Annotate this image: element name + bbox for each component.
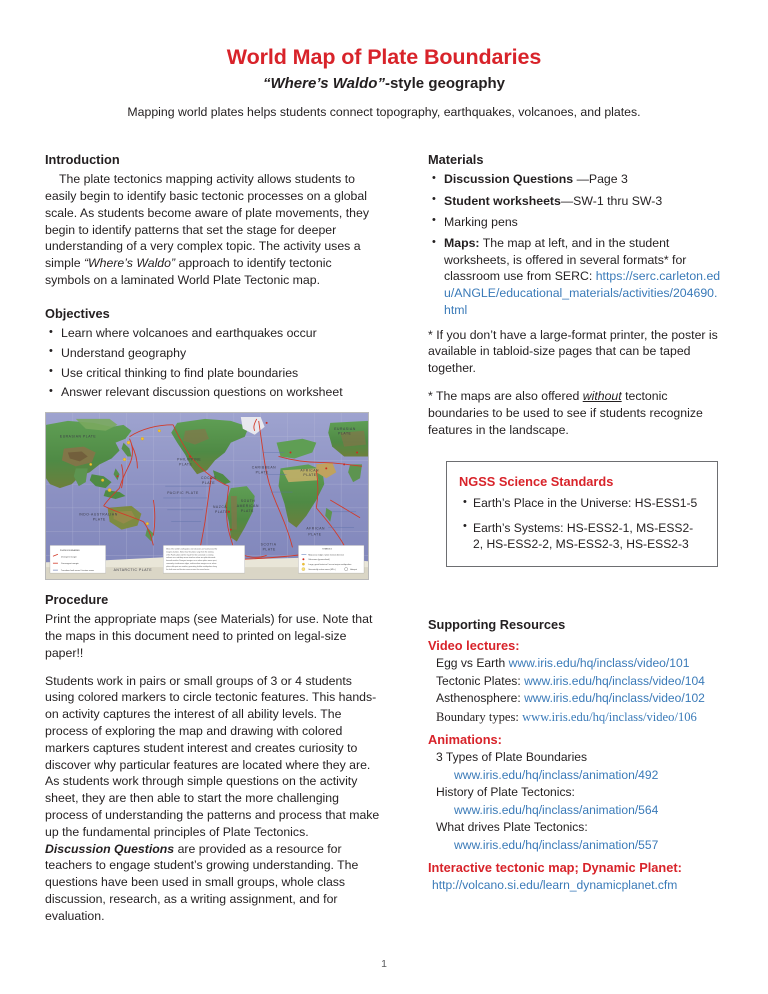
materials-heading: Materials <box>428 152 484 167</box>
svg-text:Mid-ocean ridges / plate motio: Mid-ocean ridges / plate motion direction <box>308 554 344 557</box>
svg-text:PLATE: PLATE <box>308 532 322 537</box>
video-link-102[interactable]: www.iris.edu/hq/inclass/video/102 <box>524 691 705 706</box>
svg-text:Most of the world's earthquake: Most of the world's earthquakes and volcanoes are found around the <box>166 548 218 551</box>
svg-text:of the Pacific plate and the r: of the Pacific plate and the ring of fire that surrounds it, creating <box>166 554 214 557</box>
svg-text:COCOS: COCOS <box>201 476 217 481</box>
svg-text:SOUTH: SOUTH <box>240 498 256 503</box>
procedure-paragraph-2: Students work in pairs or small groups of 3 or 4 students using colored markers to circle tectonic features. This hands-on activity captures the interest of all ability levels. The process of exploring the map and drawing with colored markers captures student interest and creates curiosity to discover why particular features are located where they are. As students work through simple questions on the activity sheet, they are then able to start the more challenging process of understanding the patterns and process that make up the fundamental principles of Plate Tectonics. <box>45 673 380 839</box>
ngss-list <box>459 495 703 552</box>
animation-link-564[interactable]: www.iris.edu/hq/inclass/animation/564 <box>454 802 659 817</box>
resource-line <box>454 802 728 820</box>
svg-text:plates slide past one another,: plates slide past one another, generating shallow earthquakes along <box>166 566 217 569</box>
materials-footnote-1: * If you don’t have a large-format printer, the poster is available in tabloid-size pages that can be taped together. <box>428 327 718 376</box>
page-subtitle <box>0 76 768 93</box>
footnote2-emphasis: without <box>582 388 622 403</box>
svg-text:ANTARCTIC PLATE: ANTARCTIC PLATE <box>113 568 153 573</box>
svg-text:PLATE: PLATE <box>255 470 269 475</box>
list-item: • Understand geography <box>45 345 380 362</box>
resource-label: History of Plate Tectonics: <box>436 785 575 800</box>
procedure-section <box>45 592 380 924</box>
resource-label: Tectonic Plates: <box>436 673 525 688</box>
discussion-questions-label: Discussion Questions <box>45 841 175 856</box>
objectives-heading: Objectives <box>45 305 110 321</box>
resource-line <box>432 877 728 895</box>
svg-text:PLATE: PLATE <box>92 517 106 522</box>
svg-text:PLATE: PLATE <box>303 473 317 478</box>
subtitle-quoted-part: “Where’s Waldo” <box>262 74 385 92</box>
dynamic-planet-link[interactable]: http://volcano.si.edu/learn_dynamicplanet.cfm <box>432 878 678 893</box>
svg-text:PLATE: PLATE <box>202 481 216 486</box>
subtitle-rest-part: -style geography <box>384 74 505 92</box>
svg-text:INDO-AUSTRALIAN: INDO-AUSTRALIAN <box>78 512 118 517</box>
svg-text:Transform fault zones / fractu: Transform fault zones / fracture zones <box>60 570 95 573</box>
svg-text:Hotspot: Hotspot <box>350 569 357 572</box>
svg-text:NAZCA: NAZCA <box>212 504 228 509</box>
procedure-paragraph-3 <box>45 841 380 925</box>
materials-item1-label: Discussion Questions <box>444 172 574 187</box>
introduction-text-part1: The plate tectonics mapping activity allows students to easily begin to identify basic tectonic processes on a global scale. As students become aware of plate movements, they begin to identify patterns that set the stage for deeper understanding of a very complex topic. The activity uses a simple <box>45 172 369 271</box>
svg-text:PLATE BOUNDARIES: PLATE BOUNDARIES <box>59 549 80 552</box>
svg-text:PHILIPPINE: PHILIPPINE <box>177 457 202 462</box>
left-column-upper <box>45 152 380 404</box>
svg-text:beneath another. Divergent mar: beneath another. Divergent margins occur where plates move apart, <box>166 560 217 563</box>
svg-text:EURASIAN PLATE: EURASIAN PLATE <box>59 434 97 439</box>
document-header <box>0 46 768 120</box>
list-item: • Use critical thinking to find plate boundaries <box>45 365 380 382</box>
ngss-standards-box <box>446 461 718 567</box>
animation-link-492[interactable]: www.iris.edu/hq/inclass/animation/492 <box>454 767 659 782</box>
resource-line <box>454 837 728 855</box>
svg-text:Divergent margin: Divergent margin <box>60 556 77 559</box>
supporting-resources-section <box>428 617 728 895</box>
materials-footnote-2 <box>428 388 724 438</box>
svg-text:SYMBOLS: SYMBOLS <box>322 548 332 551</box>
resource-line <box>436 690 728 708</box>
resource-line <box>436 708 728 726</box>
svg-text:AFRICAN: AFRICAN <box>300 468 320 473</box>
resource-line <box>454 767 728 785</box>
materials-item4-label: Maps: <box>444 236 480 250</box>
list-item <box>428 235 724 319</box>
footnote2-part2: tectonic boundaries to be used to see if students recognize features in the landscape. <box>428 388 703 437</box>
resource-label: Asthenosphere: <box>436 691 525 706</box>
resource-label: Boundary types: <box>436 709 523 724</box>
svg-text:PLATE: PLATE <box>338 431 352 436</box>
list-item: • Marking pens <box>428 214 724 231</box>
svg-text:PLATE: PLATE <box>214 509 229 514</box>
procedure-paragraph-3-text: are provided as a resource for teachers to engage student’s growing understanding. The questions have been used in small groups, whole class discussion, research, as a writing assignment, and for evaluation. <box>45 841 359 923</box>
map-legend-text-block <box>163 545 244 573</box>
svg-text:PLATE: PLATE <box>262 547 276 552</box>
svg-text:EURASIAN: EURASIAN <box>334 426 356 431</box>
svg-text:volcanic arcs and deep ocean t: volcanic arcs and deep ocean trenches where one plate descends <box>166 557 216 560</box>
list-item <box>428 193 724 210</box>
right-column-upper <box>428 152 724 438</box>
svg-text:PLATE: PLATE <box>179 462 193 467</box>
materials-item2-label: Student worksheets <box>444 193 561 208</box>
resource-label: 3 Types of Plate Boundaries <box>436 750 588 765</box>
list-item: • Learn where volcanoes and earthquakes occur <box>45 325 380 342</box>
page-tagline: Mapping world plates helps students connect topography, earthquakes, volcanoes, and plates. <box>127 105 641 120</box>
svg-text:the fault zone and fracture zo: the fault zone and fracture zones across the ocean basins. <box>166 569 210 572</box>
procedure-heading: Procedure <box>45 592 109 607</box>
introduction-body <box>45 171 380 288</box>
resource-label: What drives Plate Tectonics: <box>436 820 588 835</box>
footnote2-part1: * The maps are also offered <box>428 388 583 403</box>
materials-item2-value: —SW-1 thru SW-3 <box>560 193 663 208</box>
page-number: 1 <box>381 958 387 970</box>
resource-line <box>436 655 728 673</box>
list-item: • Earth’s Place in the Universe: HS-ESS1-5 <box>459 495 703 511</box>
list-item <box>428 171 724 188</box>
map-graphic <box>46 413 368 579</box>
serc-map-link[interactable]: https://serc.carleton.edu/ANGLE/educational_materials/activities/204690.html <box>444 269 721 317</box>
video-link-104[interactable]: www.iris.edu/hq/inclass/video/104 <box>524 673 705 688</box>
video-link-101[interactable]: www.iris.edu/hq/inclass/video/101 <box>508 656 690 671</box>
map-legend-left <box>50 545 106 573</box>
svg-text:Seismically active zones (M5+): Seismically active zones (M5+) <box>308 569 336 572</box>
svg-text:AFRICAN: AFRICAN <box>306 526 325 531</box>
svg-text:CARIBBEAN: CARIBBEAN <box>251 465 277 470</box>
introduction-text-part2: approach to identify tectonic symbols on a laminated World Plate Tectonic map. <box>45 256 332 288</box>
video-lectures-heading: Video lectures: <box>428 638 520 654</box>
svg-text:commonly at mid-ocean ridges,: commonly at mid-ocean ridges, and transform margins occur where <box>166 563 217 566</box>
svg-text:Volcanoes (generalized): Volcanoes (generalized) <box>308 559 330 562</box>
list-item: • Earth’s Systems: HS-ESS2-1, MS-ESS2-2, HS-ESS2-2, MS-ESS2-3, HS-ESS2-3 <box>459 520 703 553</box>
svg-text:PACIFIC PLATE: PACIFIC PLATE <box>167 491 199 496</box>
svg-text:Convergent margin: Convergent margin <box>60 563 79 566</box>
animation-link-557[interactable]: www.iris.edu/hq/inclass/animation/557 <box>454 837 659 852</box>
materials-list <box>428 171 724 318</box>
svg-text:Large, great historical / rece: Large, great historical / recent major earthquakes <box>308 564 352 567</box>
introduction-heading: Introduction <box>45 152 120 167</box>
ngss-heading: NGSS Science Standards <box>459 474 614 489</box>
introduction-text-italic: “Where’s Waldo” <box>83 256 176 271</box>
resource-line <box>436 673 728 691</box>
supporting-resources-heading: Supporting Resources <box>428 617 566 632</box>
materials-item4-value: The map at left, and in the student worksheets, is offered in several formats* for classroom use from SERC: <box>444 236 687 284</box>
video-link-106[interactable]: www.iris.edu/hq/inclass/video/106 <box>522 709 697 724</box>
svg-text:AMERICAN: AMERICAN <box>236 503 259 508</box>
svg-text:PLATE: PLATE <box>240 508 254 513</box>
materials-item1-value: —Page 3 <box>573 172 628 187</box>
objectives-list <box>45 325 380 401</box>
interactive-map-heading: Interactive tectonic map; Dynamic Planet: <box>428 860 682 876</box>
list-item: • Answer relevant discussion questions on worksheet <box>45 384 380 401</box>
map-legend-right <box>298 545 364 573</box>
procedure-paragraph-1: Print the appropriate maps (see Materials) for use. Note that the maps in this document need to printed on legal-size paper!! <box>45 612 373 660</box>
page-title: World Map of Plate Boundaries <box>226 45 542 69</box>
animations-heading: Animations: <box>428 732 502 748</box>
svg-text:SCOTIA: SCOTIA <box>260 542 277 547</box>
objectives-section <box>45 306 380 401</box>
world-plate-tectonic-map-image <box>45 412 369 580</box>
resource-label: Egg vs Earth <box>436 656 509 671</box>
svg-text:margins of plates. Notice how: margins of plates. Notice how the plates range from the existing <box>166 551 214 554</box>
